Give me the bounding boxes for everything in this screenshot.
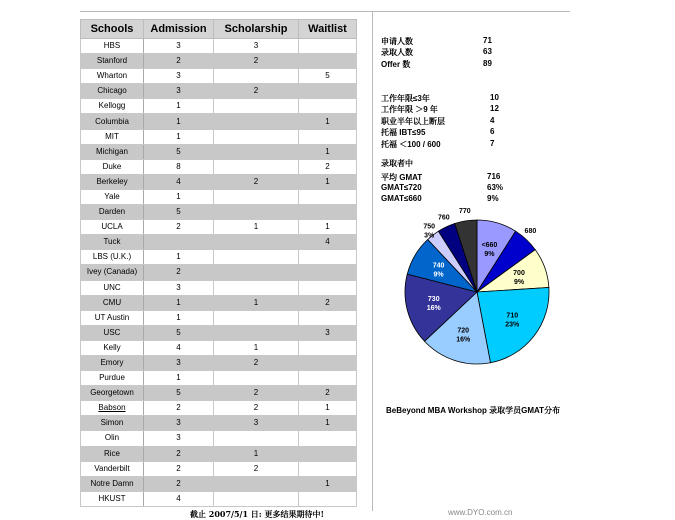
- scholarship-count: 2: [214, 386, 299, 401]
- table-row: [81, 189, 357, 204]
- school-name: Rice: [81, 446, 144, 461]
- waitlist-count: 3: [299, 325, 357, 340]
- school-name: Kellogg: [81, 99, 144, 114]
- waitlist-count: 1: [299, 114, 357, 129]
- stat-label: 申请人数: [381, 37, 413, 46]
- admission-count: 3: [144, 355, 214, 370]
- stats-heading: 录取者中: [381, 159, 413, 168]
- admission-count: 8: [144, 159, 214, 174]
- school-name: Duke: [81, 159, 144, 174]
- stat-label: GMAT≤720: [381, 183, 422, 192]
- stat-label: 职业半年以上断层: [381, 117, 445, 126]
- table-row: [81, 174, 357, 189]
- admission-count: 1: [144, 129, 214, 144]
- header-scholarship: Scholarship: [214, 20, 299, 39]
- admission-count: 5: [144, 325, 214, 340]
- waitlist-count: [299, 189, 357, 204]
- waitlist-count: [299, 265, 357, 280]
- admission-count: 5: [144, 144, 214, 159]
- stat-label: 平均 GMAT: [381, 173, 423, 182]
- gmat-pie-chart: [395, 205, 560, 375]
- scholarship-count: [214, 250, 299, 265]
- school-name: Columbia: [81, 114, 144, 129]
- pie-label: 710: [506, 312, 519, 320]
- scholarship-count: [214, 69, 299, 84]
- waitlist-count: 1: [299, 476, 357, 491]
- school-name: Simon: [81, 416, 144, 431]
- stat-label: GMAT≤660: [381, 194, 422, 203]
- scholarship-count: [214, 371, 299, 386]
- scholarship-count: [214, 265, 299, 280]
- pie-percent-label: 16%: [426, 305, 441, 313]
- stat-value: 716: [487, 172, 501, 181]
- stat-label: 托福 ＜100 / 600: [381, 140, 441, 149]
- admission-count: 4: [144, 340, 214, 355]
- watermark: www.DYO.com.cn: [448, 508, 513, 517]
- admission-count: 3: [144, 39, 214, 54]
- table-row: [81, 114, 357, 129]
- table-row: [81, 99, 357, 114]
- scholarship-count: 2: [214, 84, 299, 99]
- admission-count: 1: [144, 114, 214, 129]
- pie-label: 750: [423, 223, 436, 231]
- header-admission: Admission: [144, 20, 214, 39]
- waitlist-count: [299, 39, 357, 54]
- school-name: Vanderbilt: [81, 461, 144, 476]
- pie-percent-label: 9%: [513, 278, 525, 286]
- scholarship-count: 3: [214, 416, 299, 431]
- scholarship-count: [214, 114, 299, 129]
- waitlist-count: [299, 205, 357, 220]
- waitlist-count: 1: [299, 220, 357, 235]
- admission-count: 3: [144, 280, 214, 295]
- school-name: HBS: [81, 39, 144, 54]
- school-name: Stanford: [81, 54, 144, 69]
- scholarship-count: [214, 491, 299, 506]
- header-waitlist: Waitlist: [299, 20, 357, 39]
- admission-count: [144, 235, 214, 250]
- waitlist-count: [299, 371, 357, 386]
- school-name: Chicago: [81, 84, 144, 99]
- waitlist-count: [299, 461, 357, 476]
- school-name: LBS (U.K.): [81, 250, 144, 265]
- table-row: [81, 325, 357, 340]
- waitlist-count: [299, 431, 357, 446]
- school-name: Olin: [81, 431, 144, 446]
- waitlist-count: [299, 250, 357, 265]
- admission-count: 1: [144, 250, 214, 265]
- top-rule: [80, 11, 570, 12]
- table-row: [81, 401, 357, 416]
- waitlist-count: [299, 340, 357, 355]
- scholarship-count: 2: [214, 174, 299, 189]
- table-row: [81, 265, 357, 280]
- scholarship-count: [214, 280, 299, 295]
- school-name: Babson: [81, 401, 144, 416]
- pie-label: 700: [513, 269, 525, 277]
- scholarship-count: 2: [214, 54, 299, 69]
- school-name: Purdue: [81, 371, 144, 386]
- table-row: [81, 205, 357, 220]
- table-row: [81, 386, 357, 401]
- admission-count: 2: [144, 461, 214, 476]
- table-row: [81, 84, 357, 99]
- admission-count: 4: [144, 491, 214, 506]
- table-row: [81, 54, 357, 69]
- waitlist-count: 1: [299, 416, 357, 431]
- scholarship-count: 1: [214, 220, 299, 235]
- table-row: [81, 235, 357, 250]
- table-row: [81, 159, 357, 174]
- table-row: [81, 220, 357, 235]
- chart-caption: BeBeyond MBA Workshop 录取学员GMAT分布: [386, 406, 561, 415]
- admission-count: 2: [144, 446, 214, 461]
- scholarship-count: [214, 144, 299, 159]
- admission-count: 2: [144, 265, 214, 280]
- school-name: Kelly: [81, 340, 144, 355]
- stat-value: 9%: [487, 194, 499, 203]
- table-row: [81, 431, 357, 446]
- stat-label: 录取人数: [381, 48, 413, 57]
- admission-count: 5: [144, 205, 214, 220]
- stat-label: 工作年限 ＞9 年: [381, 105, 438, 114]
- admission-count: 3: [144, 416, 214, 431]
- school-name: USC: [81, 325, 144, 340]
- waitlist-count: [299, 129, 357, 144]
- school-name: MIT: [81, 129, 144, 144]
- admission-count: 2: [144, 401, 214, 416]
- school-name: Berkeley: [81, 174, 144, 189]
- admission-count: 2: [144, 220, 214, 235]
- table-row: [81, 416, 357, 431]
- stat-value: 89: [483, 59, 492, 68]
- pie-percent-label: 3%: [424, 232, 435, 240]
- waitlist-count: [299, 310, 357, 325]
- school-name: UT Austin: [81, 310, 144, 325]
- column-divider: [372, 11, 373, 511]
- footer-note: 截止 2007/5/1 日: 更多结果期待中!: [190, 509, 325, 519]
- admission-count: 3: [144, 69, 214, 84]
- waitlist-count: [299, 99, 357, 114]
- table-row: [81, 69, 357, 84]
- pie-label: 760: [437, 214, 450, 222]
- scholarship-count: 1: [214, 295, 299, 310]
- scholarship-count: 3: [214, 39, 299, 54]
- school-name: Tuck: [81, 235, 144, 250]
- table-row: [81, 476, 357, 491]
- waitlist-count: 1: [299, 174, 357, 189]
- admission-count: 1: [144, 189, 214, 204]
- scholarship-count: [214, 235, 299, 250]
- scholarship-count: [214, 189, 299, 204]
- admission-count: 5: [144, 386, 214, 401]
- table-row: [81, 446, 357, 461]
- pie-label: <660: [481, 242, 498, 250]
- table-row: [81, 491, 357, 506]
- schools-table: [80, 19, 357, 507]
- pie-label: 680: [524, 228, 537, 236]
- school-name: Ivey (Canada): [81, 265, 144, 280]
- table-row: [81, 144, 357, 159]
- pie-label: 740: [432, 262, 445, 270]
- admission-count: 1: [144, 310, 214, 325]
- waitlist-count: 2: [299, 295, 357, 310]
- table-row: [81, 310, 357, 325]
- admission-count: 3: [144, 84, 214, 99]
- header-schools: Schools: [81, 20, 144, 39]
- school-name: Emory: [81, 355, 144, 370]
- waitlist-count: [299, 355, 357, 370]
- stat-value: 6: [490, 127, 495, 136]
- waitlist-count: 2: [299, 159, 357, 174]
- table-row: [81, 129, 357, 144]
- waitlist-count: [299, 280, 357, 295]
- pie-label: 720: [457, 327, 470, 335]
- admission-count: 2: [144, 476, 214, 491]
- stat-value: 10: [490, 93, 499, 102]
- waitlist-count: [299, 54, 357, 69]
- stat-label: 工作年限≤3年: [381, 94, 430, 103]
- waitlist-count: 2: [299, 386, 357, 401]
- pie-percent-label: 23%: [505, 321, 520, 329]
- scholarship-count: 2: [214, 401, 299, 416]
- scholarship-count: [214, 476, 299, 491]
- scholarship-count: [214, 325, 299, 340]
- waitlist-count: 4: [299, 235, 357, 250]
- scholarship-count: [214, 129, 299, 144]
- table-row: [81, 340, 357, 355]
- table-row: [81, 461, 357, 476]
- pie-percent-label: 9%: [433, 271, 444, 279]
- table-row: [81, 280, 357, 295]
- waitlist-count: [299, 446, 357, 461]
- pie-percent-label: 16%: [456, 336, 471, 344]
- school-name: Yale: [81, 189, 144, 204]
- admission-count: 1: [144, 371, 214, 386]
- table-row: [81, 355, 357, 370]
- school-name: Wharton: [81, 69, 144, 84]
- school-name: Georgetown: [81, 386, 144, 401]
- stat-value: 71: [483, 36, 492, 45]
- pie-percent-label: 9%: [484, 251, 495, 259]
- scholarship-count: 2: [214, 461, 299, 476]
- scholarship-count: 1: [214, 340, 299, 355]
- pie-label: 730: [427, 296, 440, 304]
- school-name: UCLA: [81, 220, 144, 235]
- stat-value: 63: [483, 47, 492, 56]
- admission-count: 2: [144, 54, 214, 69]
- scholarship-count: [214, 310, 299, 325]
- waitlist-count: 1: [299, 144, 357, 159]
- stat-value: 12: [490, 104, 499, 113]
- pie-label: 770: [458, 207, 471, 215]
- scholarship-count: 2: [214, 355, 299, 370]
- stat-value: 4: [490, 116, 495, 125]
- table-header-row: [81, 20, 357, 39]
- table-row: [81, 250, 357, 265]
- scholarship-count: [214, 159, 299, 174]
- scholarship-count: [214, 205, 299, 220]
- waitlist-count: [299, 84, 357, 99]
- table-row: [81, 39, 357, 54]
- table-row: [81, 295, 357, 310]
- stat-value: 63%: [487, 183, 504, 192]
- admission-count: 4: [144, 174, 214, 189]
- school-name: CMU: [81, 295, 144, 310]
- waitlist-count: [299, 491, 357, 506]
- admission-count: 3: [144, 431, 214, 446]
- scholarship-count: [214, 99, 299, 114]
- table-row: [81, 371, 357, 386]
- school-name: Michigan: [81, 144, 144, 159]
- admission-count: 1: [144, 295, 214, 310]
- waitlist-count: 5: [299, 69, 357, 84]
- school-name: Darden: [81, 205, 144, 220]
- scholarship-count: [214, 431, 299, 446]
- stat-value: 7: [490, 139, 495, 148]
- school-name: Notre Damn: [81, 476, 144, 491]
- stat-label: 托福 IBT≤95: [381, 128, 426, 137]
- school-name: HKUST: [81, 491, 144, 506]
- admission-count: 1: [144, 99, 214, 114]
- scholarship-count: 1: [214, 446, 299, 461]
- stat-label: Offer 数: [381, 60, 411, 69]
- waitlist-count: 1: [299, 401, 357, 416]
- school-name: UNC: [81, 280, 144, 295]
